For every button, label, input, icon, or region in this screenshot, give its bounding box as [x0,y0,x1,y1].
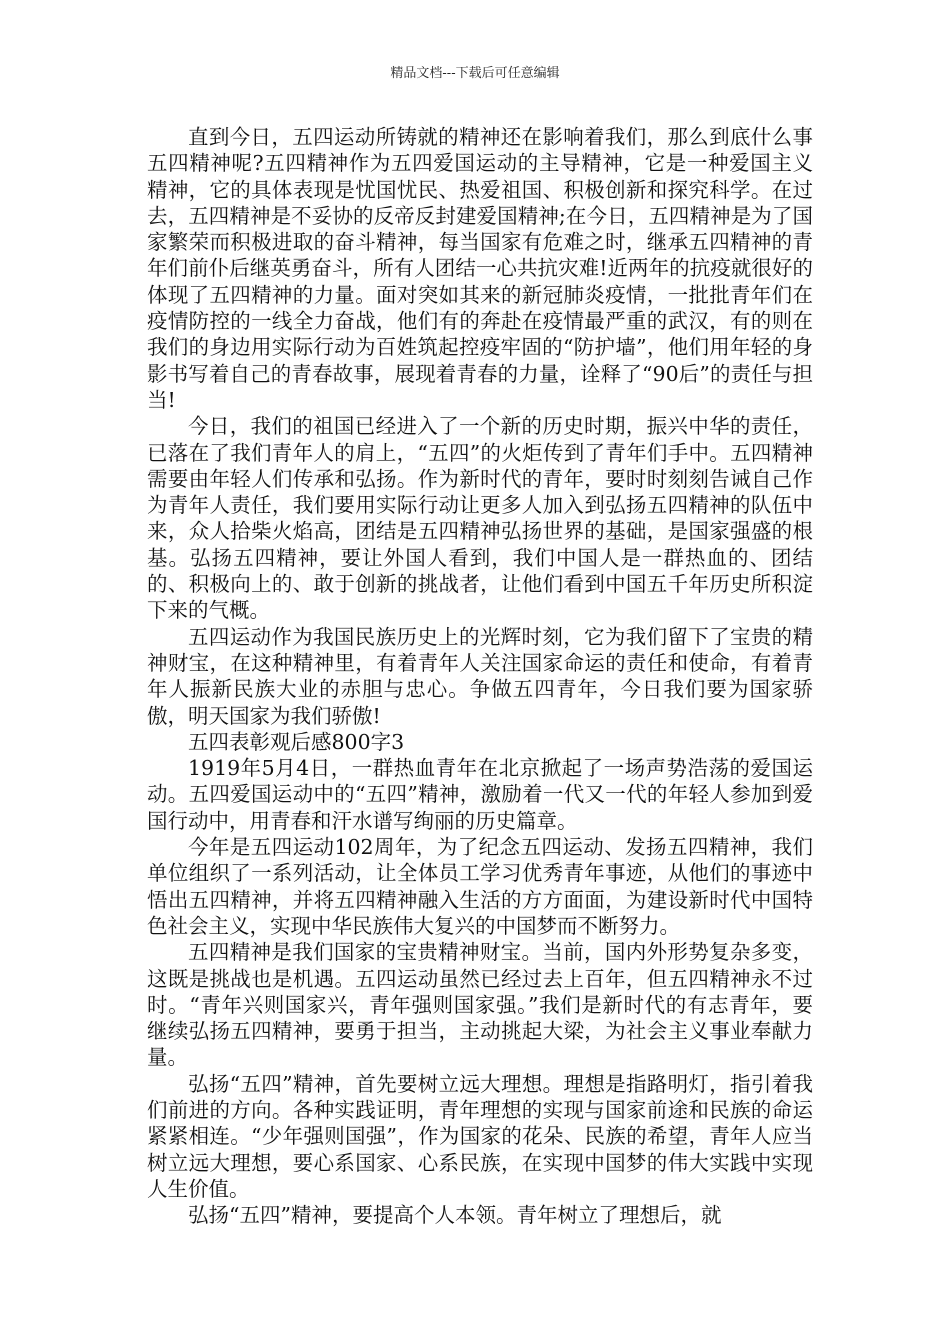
paragraph-5: 今年是五四运动102周年，为了纪念五四运动、发扬五四精神，我们单位组织了一系列活动，让全体员工学习优秀青年事迹，从他们的事迹中悟出五四精神，并将五四精神融入生活的方方面面，为建设新时代中国特色社会主义，实现中华民族伟大复兴的中国梦而不断努力。 [147,835,813,938]
paragraph-1: 直到今日，五四运动所铸就的精神还在影响着我们，那么到底什么事五四精神呢?五四精神作为五四爱国运动的主导精神，它是一种爱国主义精神，它的具体表现是忧国忧民、热爱祖国、积极创新和探究科学。在过去，五四精神是不妥协的反帝反封建爱国精神;在今日，五四精神是为了国家繁荣而积极进取的奋斗精神，每当国家有危难之时，继承五四精神的青年们前仆后继英勇奋斗，所有人团结一心共抗灾难!近两年的抗疫就很好的体现了五四精神的力量。面对突如其来的新冠肺炎疫情，一批批青年们在疫情防控的一线全力奋战，他们有的奔赴在疫情最严重的武汉，有的则在我们的身边用实际行动为百姓筑起控疫牢固的“防护墙”，他们用年轻的身影书写着自己的青春故事，展现着青春的力量，诠释了“90后”的责任与担当! [147,125,813,412]
page-header: 精品文档---下载后可任意编辑 [390,66,560,81]
paragraph-2: 今日，我们的祖国已经进入了一个新的历史时期，振兴中华的责任，已落在了我们青年人的肩上，“五四”的火炬传到了青年们手中。五四精神需要由年轻人们传承和弘扬。作为新时代的青年，要时时刻刻告诫自己作为青年人责任，我们要用实际行动让更多人加入到弘扬五四精神的队伍中来，众人拾柴火焰高，团结是五四精神弘扬世界的基础，是国家强盛的根基。弘扬五四精神，要让外国人看到，我们中国人是一群热血的、团结的、积极向上的、敢于创新的挑战者，让他们看到中国五千年历史所积淀下来的气概。 [147,414,813,623]
paragraph-4: 1919年5月4日，一群热血青年在北京掀起了一场声势浩荡的爱国运动。五四爱国运动中的“五四”精神，激励着一代又一代的年轻人参加到爱国行动中，用青春和汗水谱写绚丽的历史篇章。 [147,756,813,833]
section-heading: 五四表彰观后感800字3 [188,729,405,754]
paragraph-6: 五四精神是我们国家的宝贵精神财宝。当前，国内外形势复杂多变，这既是挑战也是机遇。五四运动虽然已经过去上百年，但五四精神永不过时。“青年兴则国家兴，青年强则国家强。”我们是新时代的有志青年，要继续弘扬五四精神，要勇于担当，主动挑起大梁，为社会主义事业奉献力量。 [147,940,813,1070]
paragraph-3: 五四运动作为我国民族历史上的光辉时刻，它为我们留下了宝贵的精神财宝，在这种精神里，有着青年人关注国家命运的责任和使命，有着青年人振新民族大业的赤胆与忠心。争做五四青年，今日我们要为国家骄傲，明天国家为我们骄傲! [147,624,813,728]
paragraph-8: 弘扬“五四”精神，要提高个人本领。青年树立了理想后，就 [188,1203,722,1228]
paragraph-7: 弘扬“五四”精神，首先要树立远大理想。理想是指路明灯，指引着我们前进的方向。各种实践证明，青年理想的实现与国家前途和民族的命运紧紧相连。“少年强则国强”，作为国家的花朵、民族的希望，青年人应当树立远大理想，要心系国家、心系民族，在实现中国梦的伟大实践中实现人生价值。 [147,1071,813,1201]
document-body [147,124,813,1228]
